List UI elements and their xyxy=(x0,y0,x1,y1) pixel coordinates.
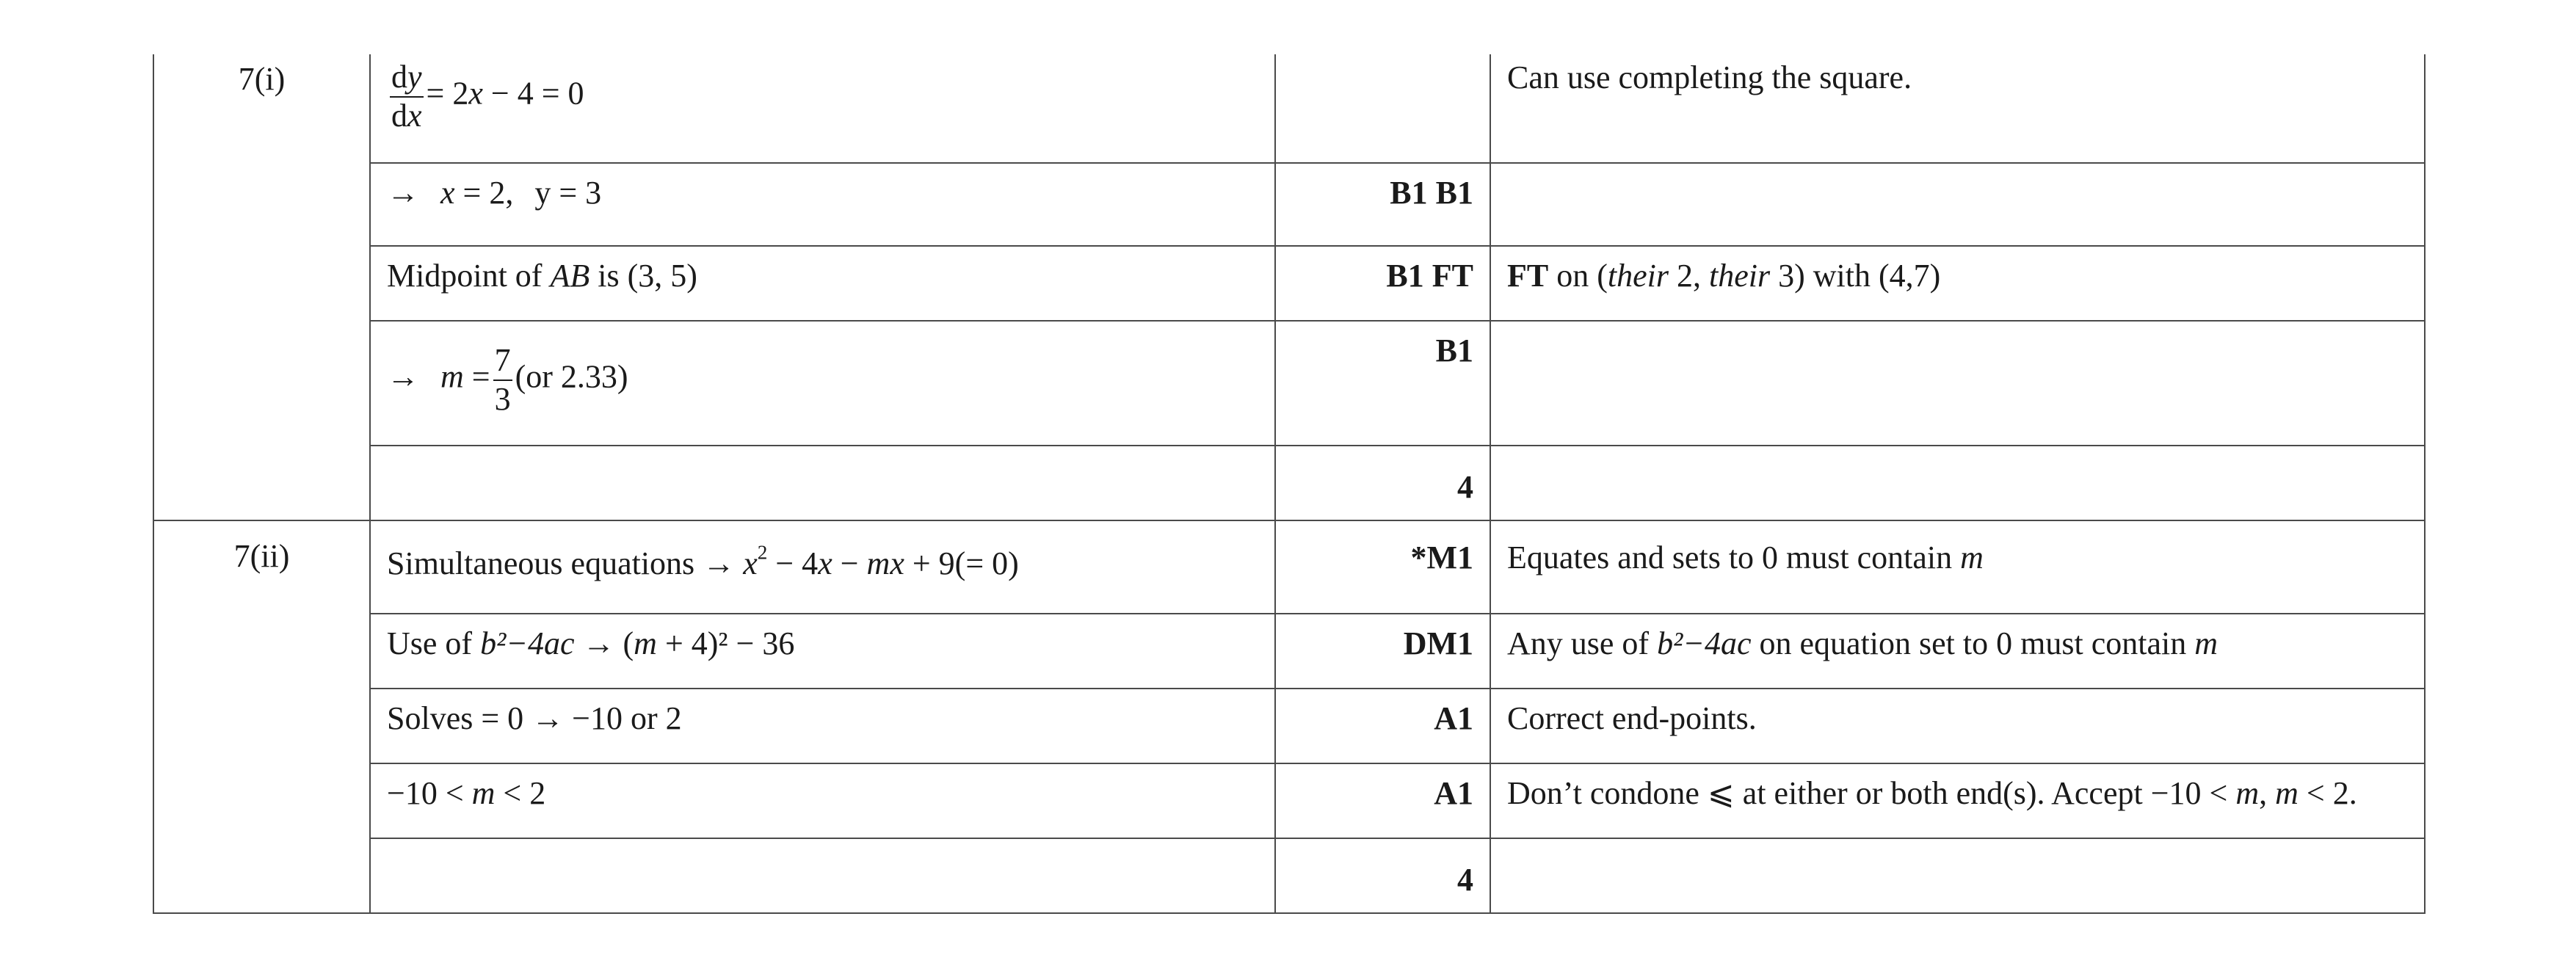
mark-cell: DM1 xyxy=(1275,614,1490,689)
equation: $x^2 - 4x$ − mx + 9(= 0) xyxy=(743,541,1019,581)
table-row xyxy=(153,689,2425,763)
answer-cell: Midpoint of AB is (3, 5) xyxy=(370,246,1275,321)
answer-cell: Simultaneous equations → $x^2 - 4x$ − mx + 9(= 0) xyxy=(370,520,1275,614)
mark-cell: A1 xyxy=(1275,689,1490,763)
fraction-numerator: dy xyxy=(390,59,424,98)
answer-text: = 2x − 4 = 0 xyxy=(426,75,584,112)
answer-cell xyxy=(370,838,1275,913)
mark-scheme-table xyxy=(153,54,2426,914)
mark-cell: A1 xyxy=(1275,763,1490,838)
gradient-fraction: $\frac{7}{3}$ xyxy=(494,342,511,417)
mark-cell: B1 B1 xyxy=(1275,163,1490,246)
guidance-cell: FT on (their 2, their 3) with (4,7) xyxy=(1490,246,2425,321)
table-row xyxy=(153,54,2425,163)
answer-cell: −10 < m < 2 xyxy=(370,763,1275,838)
guidance-cell xyxy=(1490,163,2425,246)
answer-cell: Solves = 0 → −10 or 2 xyxy=(370,689,1275,763)
answer-cell: → x = 2, y = 3 xyxy=(370,163,1275,246)
fraction-denominator: dx xyxy=(391,97,422,134)
question-number: 7(ii) xyxy=(233,538,290,574)
question-number: 7(i) xyxy=(238,61,286,97)
guidance-cell: Any use of b²−4ac on equation set to 0 must contain m xyxy=(1490,614,2425,689)
answer-cell: Use of b²−4ac → (m + 4)² − 36 xyxy=(370,614,1275,689)
guidance-cell xyxy=(1490,446,2425,520)
table-row xyxy=(153,446,2425,520)
question-number-cell xyxy=(153,54,370,520)
guidance-cell xyxy=(1490,838,2425,913)
table-row xyxy=(153,246,2425,321)
guidance-cell: Can use completing the square. xyxy=(1490,54,2425,163)
table-row xyxy=(153,321,2425,446)
mark-cell xyxy=(1275,54,1490,163)
guidance-cell: Equates and sets to 0 must contain m xyxy=(1490,520,2425,614)
table-row xyxy=(153,614,2425,689)
question-number-cell xyxy=(153,520,370,913)
table-row xyxy=(153,763,2425,838)
table-row xyxy=(153,520,2425,614)
mark-scheme-sheet xyxy=(153,54,2424,914)
guidance-cell xyxy=(1490,321,2425,446)
table-row xyxy=(153,163,2425,246)
total-mark-cell: 4 xyxy=(1275,838,1490,913)
mark-cell: B1 FT xyxy=(1275,246,1490,321)
answer-cell xyxy=(370,446,1275,520)
answer-cell xyxy=(370,54,1275,163)
mark-cell: *M1 xyxy=(1275,520,1490,614)
table-row xyxy=(153,838,2425,913)
mark-cell: B1 xyxy=(1275,321,1490,446)
answer-cell: → m = $\frac{7}{3}$ (or 2.33) xyxy=(370,321,1275,446)
guidance-cell: Don’t condone ⩽ at either or both end(s). Accept −10 < m, m < 2. xyxy=(1490,763,2425,838)
derivative-fraction xyxy=(390,59,424,134)
guidance-cell: Correct end-points. xyxy=(1490,689,2425,763)
total-mark-cell: 4 xyxy=(1275,446,1490,520)
